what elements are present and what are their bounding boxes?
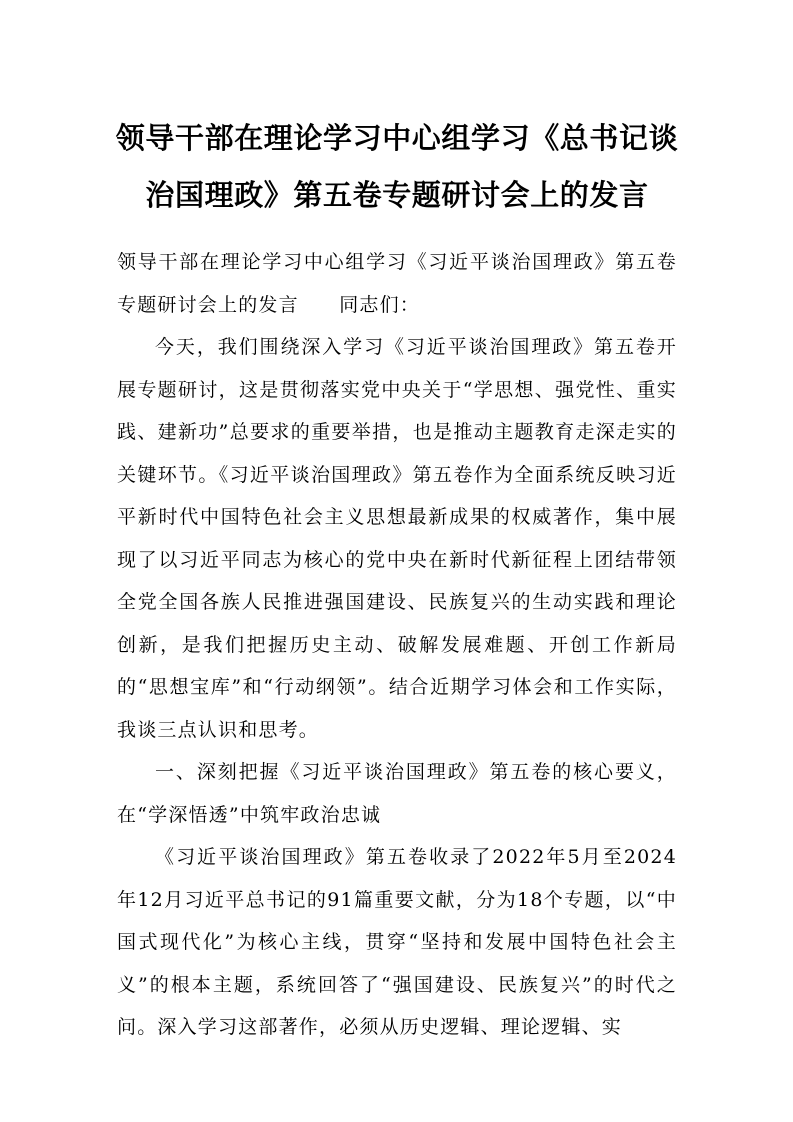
body-paragraph: 《习近平谈治国理政》第五卷收录了2022年5月至2024年12月习近平总书记的91篇重要文献，分为18个专题，以“中国式现代化”为核心主线，贯穿“坚持和发展中国特色社会主义”的根本主题，系统回答了“强国建设、民族复兴”的时代之问。深入学习这部著作，必须从历史逻辑、理论逻辑、实 xyxy=(117,846,677,1038)
body-paragraph: 今天，我们围绕深入学习《习近平谈治国理政》第五卷开展专题研讨，这是贯彻落实党中央关于“学思想、强党性、重实践、建新功”总要求的重要举措，也是推动主题教育走深走实的关键环节。《习近平谈治国理政》第五卷作为全面系统反映习近平新时代中国特色社会主义思想最新成果的权威著作，集中展现了以习近平同志为核心的党中央在新时代新征程上团结带领全党全国各族人民推进强国建设、民族复兴的生动实践和理论创新，是我们把握历史主动、破解发展难题、开创工作新局的“思想宝库”和“行动纲领”。结合近期学习体会和工作实际，我谈三点认识和思考。 xyxy=(117,336,677,741)
section-heading: 一、深刻把握《习近平谈治国理政》第五卷的核心要义，在“学深悟透”中筑牢政治忠诚 xyxy=(117,761,677,826)
intro-paragraph: 领导干部在理论学习中心组学习《习近平谈治国理政》第五卷专题研讨会上的发言 同志们： xyxy=(117,251,677,316)
document-body xyxy=(117,241,677,1049)
document-title: 领导干部在理论学习中心组学习《总书记谈治国理政》第五卷专题研讨会上的发言 xyxy=(115,121,679,212)
